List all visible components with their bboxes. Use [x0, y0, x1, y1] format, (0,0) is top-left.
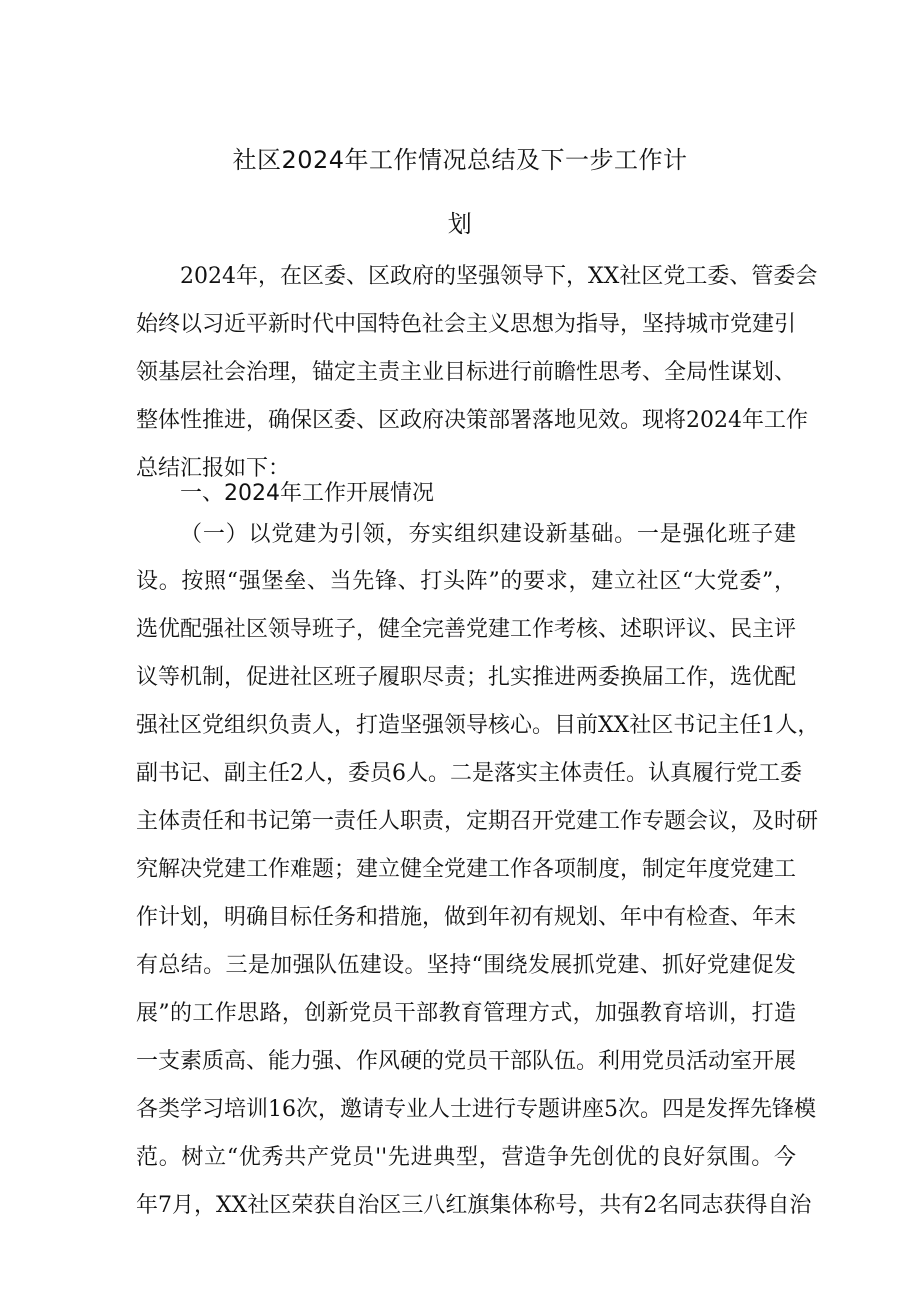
document-title-line-1: 社区2024年工作情况总结及下一步工作计 [232, 146, 688, 174]
intro-paragraph-line: 2024年，在区委、区政府的坚强领导下，XX社区党工委、管委会 [180, 264, 818, 289]
body-paragraph-line: 设。按照“强堡垒、当先锋、打头阵”的要求，建立社区“大党委”， [136, 569, 796, 594]
body-paragraph-line: 年7月，XX社区荣获自治区三八红旗集体称号，共有2名同志获得自治 [136, 1193, 812, 1218]
body-paragraph-line: 各类学习培训16次，邀请专业人士进行专题讲座5次。四是发挥先锋模 [136, 1097, 816, 1122]
intro-paragraph-line: 领基层社会治理，锚定主责主业目标进行前瞻性思考、全局性谋划、 [136, 360, 797, 385]
body-paragraph-line: 主体责任和书记第一责任人职责，定期召开党建工作专题会议，及时研 [136, 809, 819, 834]
body-paragraph-line: 选优配强社区领导班子，健全完善党建工作考核、述职评议、民主评 [136, 617, 797, 642]
intro-paragraph-line: 整体性推进，确保区委、区政府决策部署落地见效。现将2024年工作 [136, 408, 808, 433]
section-heading: 一、2024年工作开展情况 [180, 481, 434, 506]
intro-paragraph-line: 始终以习近平新时代中国特色社会主义思想为指导，坚持城市党建引 [136, 312, 797, 337]
body-paragraph-line: 有总结。三是加强队伍建设。坚持“围绕发展抓党建、抓好党建促发 [136, 953, 796, 978]
body-paragraph-line: 作计划，明确目标任务和措施，做到年初有规划、年中有检查、年末 [136, 905, 797, 930]
body-paragraph-line: 一支素质高、能力强、作风硬的党员干部队伍。利用党员活动室开展 [136, 1049, 797, 1074]
body-paragraph-line: 强社区党组织负责人，打造坚强领导核心。目前XX社区书记主任1人， [136, 713, 820, 738]
intro-paragraph-line: 总结汇报如下： [136, 456, 291, 481]
body-paragraph-line: 议等机制，促进社区班子履职尽责；扎实推进两委换届工作，选优配 [136, 665, 797, 690]
body-paragraph-line: 展”的工作思路，创新党员干部教育管理方式，加强教育培训，打造 [136, 1001, 796, 1026]
body-paragraph-line: 范。树立“优秀共产党员''先进典型，营造争先创优的良好氛围。今 [136, 1145, 796, 1170]
body-paragraph-line: 副书记、副主任2人，委员6人。二是落实主体责任。认真履行党工委 [136, 761, 802, 786]
document-title-line-2: 划 [447, 210, 473, 238]
body-paragraph-line: 究解决党建工作难题；建立健全党建工作各项制度，制定年度党建工 [136, 857, 797, 882]
body-paragraph-line: （一）以党建为引领，夯实组织建设新基础。一是强化班子建 [180, 522, 796, 547]
